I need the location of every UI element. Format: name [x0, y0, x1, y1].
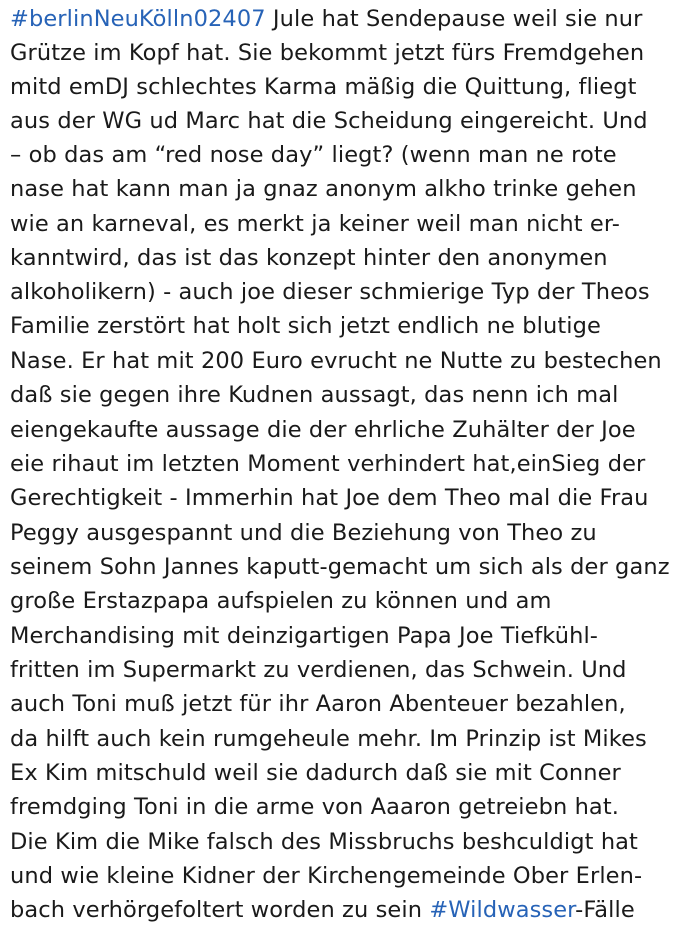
text-line: mitd emDJ schlechtes Karma mäßig die Quittung, fliegt — [10, 74, 637, 100]
text-line: Familie zerstört hat holt sich jetzt endlich ne blutige — [10, 313, 601, 339]
text-line: Grütze im Kopf hat. Sie bekommt jetzt fürs Fremdgehen — [10, 40, 645, 66]
text-line: alkoholikern) - auch joe dieser schmierige Typ der Theos — [10, 279, 650, 305]
text-line: und wie kleine Kidner der Kirchengemeinde Ober Erlen- — [10, 863, 643, 889]
text-line: auch Toni muß jetzt für ihr Aaron Abenteuer bezahlen, — [10, 691, 626, 717]
text-line: Peggy ausgespannt und die Beziehung von Theo zu — [10, 520, 597, 546]
text-line: eiengekaufte aussage die der ehrliche Zuhälter der Joe — [10, 417, 636, 443]
text-line: daß sie gegen ihre Kudnen aussagt, das nenn ich mal — [10, 382, 619, 408]
text-line: aus der WG ud Marc hat die Scheidung eingereicht. Und — [10, 108, 648, 134]
text-line: Die Kim die Mike falsch des Missbruchs beshculdigt hat — [10, 829, 638, 855]
line-text: -Fälle — [575, 897, 635, 923]
text-line: Nase. Er hat mit 200 Euro evrucht ne Nutte zu bestechen — [10, 348, 662, 374]
text-line: eie rihaut im letzten Moment verhindert hat,einSieg der — [10, 451, 646, 477]
text-line: Ex Kim mitschuld weil sie dadurch daß sie mit Conner — [10, 760, 621, 786]
line-text: bach verhörgefoltert worden zu sein — [10, 897, 430, 923]
post-body — [10, 0, 680, 940]
text-line — [10, 2, 643, 36]
text-line: da hilft auch kein rumgeheule mehr. Im Prinzip ist Mikes — [10, 726, 647, 752]
text-line: Merchandising mit deinzigartigen Papa Joe Tiefkühl- — [10, 623, 599, 649]
text-line: Gerechtigkeit - Immerhin hat Joe dem Theo mal die Frau — [10, 485, 649, 511]
text-line: nase hat kann man ja gnaz anonym alkho trinke gehen — [10, 176, 637, 202]
hashtag-link[interactable]: #Wildwasser — [429, 897, 576, 923]
text-line: fritten im Supermarkt zu verdienen, das Schwein. Und — [10, 657, 627, 683]
text-line: große Erstazpapa aufspielen zu können und am — [10, 588, 552, 614]
text-line — [10, 893, 635, 927]
text-line: – ob das am “red nose day” liegt? (wenn man ne rote — [10, 142, 617, 168]
hashtag-link[interactable]: #berlinNeuKölln02407 — [10, 6, 266, 32]
text-line: wie an karneval, es merkt ja keiner weil man nicht er- — [10, 211, 620, 237]
text-line: seinem Sohn Jannes kaputt-gemacht um sich als der ganz — [10, 554, 670, 580]
text-line: fremdging Toni in die arme von Aaaron getreiebn hat. — [10, 794, 619, 820]
text-line: kanntwird, das ist das konzept hinter den anonymen — [10, 245, 608, 271]
line-text: Jule hat Sendepause weil sie nur — [265, 6, 643, 32]
